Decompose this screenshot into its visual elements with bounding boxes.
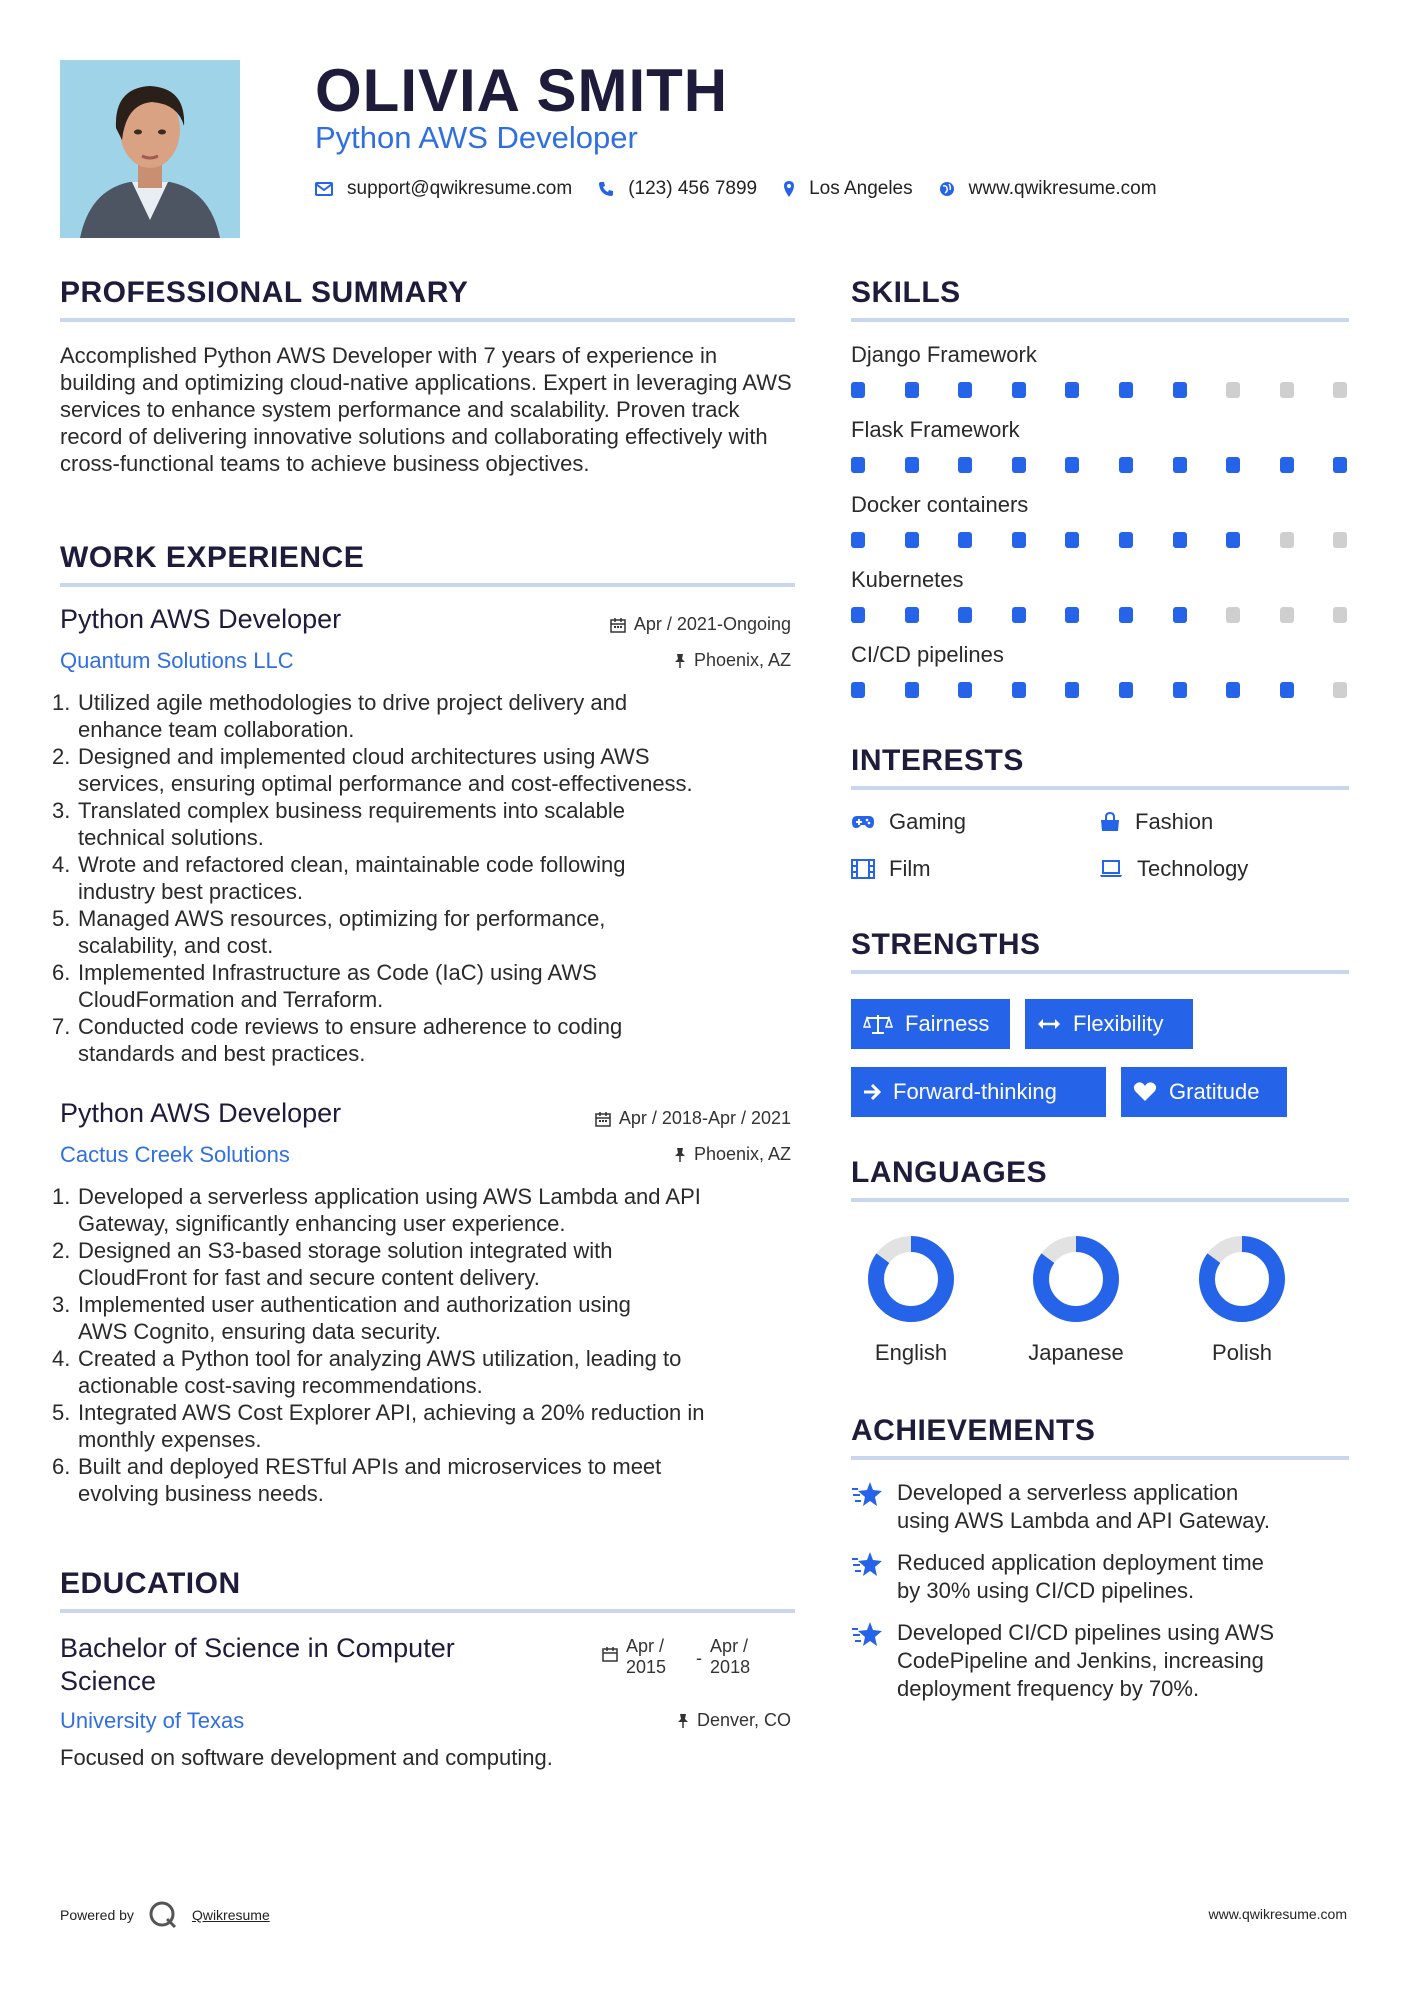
skill-dot-filled bbox=[905, 682, 919, 698]
language-proficiency-ring bbox=[1031, 1234, 1121, 1324]
skill-dot-filled bbox=[958, 532, 972, 548]
skill-dot-filled bbox=[851, 532, 865, 548]
skill-dot-filled bbox=[905, 457, 919, 473]
pushpin-icon bbox=[674, 653, 686, 669]
list-item: 6. Implemented Infrastructure as Code (IaC) using AWS CloudFormation and Terraform. bbox=[52, 960, 597, 1012]
envelope-icon bbox=[315, 182, 333, 196]
education-location bbox=[677, 1710, 791, 1731]
job-bullets bbox=[52, 689, 797, 1067]
list-item: 2. Designed an S3-based storage solution integrated with CloudFront for fast and secure content delivery. bbox=[52, 1238, 613, 1290]
section-divider bbox=[60, 583, 795, 587]
education-dates bbox=[602, 1636, 750, 1678]
skill-dot-filled bbox=[958, 607, 972, 623]
language-item bbox=[846, 1234, 976, 1366]
job-location-text: Phoenix, AZ bbox=[693, 1144, 791, 1164]
skill-dot-filled bbox=[1119, 682, 1133, 698]
section-divider bbox=[60, 1609, 795, 1613]
candidate-name: OLIVIA SMITH bbox=[315, 57, 729, 124]
language-item bbox=[1177, 1234, 1307, 1366]
job-dates-text: Apr / 2021-Ongoing bbox=[633, 614, 791, 634]
strength-gratitude: Gratitude bbox=[1121, 1067, 1287, 1117]
globe-icon bbox=[939, 181, 955, 197]
calendar-icon bbox=[610, 617, 626, 633]
portrait-illustration bbox=[60, 60, 240, 238]
degree-title bbox=[60, 1632, 520, 1698]
skill-dot-filled bbox=[1119, 457, 1133, 473]
contact-bar bbox=[315, 178, 1183, 200]
degree-line-2: Science bbox=[60, 1666, 157, 1696]
list-item: 2. Designed and implemented cloud architectures using AWS services, ensuring optimal performance and cost-effectiveness. bbox=[52, 744, 693, 796]
list-item: 7. Conducted code reviews to ensure adherence to coding standards and best practices. bbox=[52, 1014, 623, 1066]
interest-film: Film bbox=[851, 856, 931, 882]
job-bullets bbox=[52, 1183, 797, 1507]
arrows-horizontal-icon bbox=[1037, 1017, 1061, 1031]
skill-dot-filled bbox=[958, 457, 972, 473]
strength-forward-thinking: Forward-thinking bbox=[851, 1067, 1106, 1117]
profile-photo bbox=[60, 60, 240, 238]
shopping-bag-icon bbox=[1099, 812, 1121, 832]
phone-text: (123) 456 7899 bbox=[628, 178, 758, 199]
skill-label: Flask Framework bbox=[851, 417, 1020, 442]
skill-dot-filled bbox=[905, 382, 919, 398]
skill-dot-filled bbox=[1119, 532, 1133, 548]
skill-dot-empty bbox=[1333, 382, 1347, 398]
section-heading-languages: LANGUAGES bbox=[851, 1156, 1048, 1189]
heart-icon bbox=[1133, 1082, 1157, 1102]
job-location bbox=[674, 650, 791, 671]
language-proficiency-ring bbox=[1197, 1234, 1287, 1324]
job-location bbox=[674, 1144, 791, 1165]
skill-dot-filled bbox=[1173, 532, 1187, 548]
skill-rating bbox=[851, 457, 1351, 473]
language-proficiency-ring bbox=[866, 1234, 956, 1324]
skill-dot-filled bbox=[1173, 682, 1187, 698]
phone-icon bbox=[598, 181, 614, 197]
list-item: 1. Developed a serverless application using AWS Lambda and API Gateway, significantly enhancing user experience. bbox=[52, 1184, 701, 1236]
skill-dot-filled bbox=[851, 682, 865, 698]
candidate-title: Python AWS Developer bbox=[315, 120, 638, 155]
laptop-icon bbox=[1099, 860, 1123, 878]
skill-dot-filled bbox=[1065, 457, 1079, 473]
education-start: Apr / 2015 bbox=[626, 1636, 667, 1677]
education-end: Apr / 2018 bbox=[710, 1636, 751, 1677]
skill-dot-filled bbox=[1119, 382, 1133, 398]
skill-dot-filled bbox=[1226, 457, 1240, 473]
list-item: 4. Wrote and refactored clean, maintainable code following industry best practices. bbox=[52, 852, 626, 904]
balance-scale-icon bbox=[863, 1013, 893, 1035]
section-heading-experience: WORK EXPERIENCE bbox=[60, 541, 365, 574]
strength-flexibility: Flexibility bbox=[1025, 999, 1193, 1049]
skill-dot-filled bbox=[1280, 682, 1294, 698]
skill-dot-filled bbox=[851, 457, 865, 473]
skill-dot-empty bbox=[1226, 607, 1240, 623]
pushpin-icon bbox=[674, 1147, 686, 1163]
calendar-icon bbox=[602, 1646, 618, 1662]
language-name: Japanese bbox=[1028, 1340, 1124, 1365]
skill-dot-filled bbox=[1065, 682, 1079, 698]
footer-powered-by: Powered by Qwikresume bbox=[60, 1900, 270, 1930]
language-name: English bbox=[874, 1340, 948, 1365]
skill-dot-filled bbox=[1119, 607, 1133, 623]
skill-label: Kubernetes bbox=[851, 567, 964, 592]
skill-dot-empty bbox=[1333, 682, 1347, 698]
interest-technology: Technology bbox=[1099, 856, 1248, 882]
skill-dot-filled bbox=[958, 382, 972, 398]
qwikresume-link[interactable]: Qwikresume bbox=[191, 1907, 270, 1923]
location-text: Los Angeles bbox=[809, 178, 913, 199]
film-icon bbox=[851, 859, 875, 879]
star-icon bbox=[851, 1481, 883, 1507]
section-divider bbox=[851, 1456, 1349, 1460]
education-date-dash: - bbox=[696, 1648, 703, 1668]
skill-dot-filled bbox=[1012, 532, 1026, 548]
skill-dot-filled bbox=[851, 607, 865, 623]
job-company[interactable]: Quantum Solutions LLC bbox=[60, 648, 294, 673]
list-item: 3. Translated complex business requirements into scalable technical solutions. bbox=[52, 798, 626, 850]
school-name[interactable]: University of Texas bbox=[60, 1708, 245, 1733]
achievement-item: Developed CI/CD pipelines using AWS CodePipeline and Jenkins, increasing deployment frequency by 70%. bbox=[851, 1619, 1351, 1703]
skill-label: Django Framework bbox=[851, 342, 1037, 367]
section-divider bbox=[851, 1198, 1349, 1202]
footer-website[interactable]: www.qwikresume.com bbox=[1208, 1906, 1347, 1922]
job-company[interactable]: Cactus Creek Solutions bbox=[60, 1142, 290, 1167]
skill-dot-filled bbox=[1173, 382, 1187, 398]
contact-phone[interactable] bbox=[598, 178, 757, 200]
skill-dot-filled bbox=[1065, 607, 1079, 623]
arrow-right-icon bbox=[863, 1083, 881, 1101]
skill-label: Docker containers bbox=[851, 492, 1029, 517]
skill-dot-filled bbox=[1065, 382, 1079, 398]
skill-dot-filled bbox=[1173, 457, 1187, 473]
skill-label: CI/CD pipelines bbox=[851, 642, 1004, 667]
skill-dot-filled bbox=[905, 532, 919, 548]
skill-dot-filled bbox=[1012, 607, 1026, 623]
skill-dot-filled bbox=[1065, 532, 1079, 548]
gamepad-icon bbox=[851, 814, 875, 830]
pushpin-icon bbox=[677, 1713, 689, 1729]
section-divider bbox=[851, 786, 1349, 790]
skill-dot-filled bbox=[1012, 382, 1026, 398]
section-divider bbox=[60, 318, 795, 322]
skill-dot-empty bbox=[1333, 607, 1347, 623]
section-heading-achievements: ACHIEVEMENTS bbox=[851, 1414, 1096, 1447]
star-icon bbox=[851, 1621, 883, 1647]
skill-dot-filled bbox=[1012, 457, 1026, 473]
skill-rating bbox=[851, 607, 1351, 623]
education-location-text: Denver, CO bbox=[696, 1710, 791, 1730]
job-dates bbox=[595, 1108, 791, 1129]
skill-dot-filled bbox=[1173, 607, 1187, 623]
section-heading-education: EDUCATION bbox=[60, 1567, 241, 1600]
skill-rating bbox=[851, 382, 1351, 398]
skill-dot-filled bbox=[1012, 682, 1026, 698]
language-item bbox=[1011, 1234, 1141, 1366]
degree-line-1: Bachelor of Science in Computer bbox=[60, 1633, 455, 1663]
job-title: Python AWS Developer bbox=[60, 1098, 342, 1128]
map-pin-icon bbox=[783, 180, 795, 198]
section-heading-summary: PROFESSIONAL SUMMARY bbox=[60, 276, 469, 309]
summary-text: Accomplished Python AWS Developer with 7 years of experience in building and optimizing cloud-native applications. Expert in leveraging AWS services to enhance system performance and scalability. Proven track record of delivering innovative solutions and collaborating effectively with cross-functional teams to achieve business objectives. bbox=[60, 343, 792, 476]
skill-dot-empty bbox=[1280, 607, 1294, 623]
skill-dot-filled bbox=[1333, 457, 1347, 473]
calendar-icon bbox=[595, 1111, 611, 1127]
section-divider bbox=[851, 318, 1349, 322]
skill-dot-empty bbox=[1280, 532, 1294, 548]
email-text: support@qwikresume.com bbox=[347, 178, 573, 199]
list-item: 3. Implemented user authentication and authorization using AWS Cognito, ensuring data security. bbox=[52, 1292, 631, 1344]
skill-dot-filled bbox=[1280, 457, 1294, 473]
website-text: www.qwikresume.com bbox=[968, 178, 1157, 199]
language-name: Polish bbox=[1212, 1340, 1272, 1365]
skill-dot-filled bbox=[851, 382, 865, 398]
section-heading-skills: SKILLS bbox=[851, 276, 961, 309]
list-item: 1. Utilized agile methodologies to drive project delivery and enhance team collaboration. bbox=[52, 690, 628, 742]
education-description: Focused on software development and computing. bbox=[60, 1745, 553, 1770]
list-item: 4. Created a Python tool for analyzing AWS utilization, leading to actionable cost-saving recommendations. bbox=[52, 1346, 682, 1398]
skill-dot-filled bbox=[1226, 682, 1240, 698]
job-dates bbox=[610, 614, 791, 635]
section-divider bbox=[851, 970, 1349, 974]
list-item: 6. Built and deployed RESTful APIs and microservices to meet evolving business needs. bbox=[52, 1454, 662, 1506]
qwikresume-logo-icon bbox=[148, 1900, 178, 1930]
interest-fashion: Fashion bbox=[1099, 809, 1213, 835]
strength-fairness: Fairness bbox=[851, 999, 1010, 1049]
achievement-item: Reduced application deployment time by 30% using CI/CD pipelines. bbox=[851, 1549, 1351, 1605]
skill-dot-filled bbox=[905, 607, 919, 623]
skill-dot-filled bbox=[1226, 532, 1240, 548]
contact-location bbox=[783, 178, 913, 200]
job-title: Python AWS Developer bbox=[60, 604, 342, 634]
star-icon bbox=[851, 1551, 883, 1577]
skill-dot-empty bbox=[1280, 382, 1294, 398]
contact-website[interactable] bbox=[939, 178, 1157, 200]
section-heading-interests: INTERESTS bbox=[851, 744, 1024, 777]
list-item: 5. Managed AWS resources, optimizing for performance, scalability, and cost. bbox=[52, 906, 606, 958]
list-item: 5. Integrated AWS Cost Explorer API, achieving a 20% reduction in monthly expenses. bbox=[52, 1400, 705, 1452]
skill-dot-empty bbox=[1333, 532, 1347, 548]
interest-gaming: Gaming bbox=[851, 809, 966, 835]
skill-rating bbox=[851, 532, 1351, 548]
job-location-text: Phoenix, AZ bbox=[693, 650, 791, 670]
skill-dot-filled bbox=[958, 682, 972, 698]
section-heading-strengths: STRENGTHS bbox=[851, 928, 1041, 961]
job-dates-text: Apr / 2018-Apr / 2021 bbox=[618, 1108, 791, 1128]
skill-rating bbox=[851, 682, 1351, 698]
skill-dot-empty bbox=[1226, 382, 1240, 398]
contact-email[interactable] bbox=[315, 178, 572, 200]
achievement-item: Developed a serverless application using AWS Lambda and API Gateway. bbox=[851, 1479, 1351, 1535]
